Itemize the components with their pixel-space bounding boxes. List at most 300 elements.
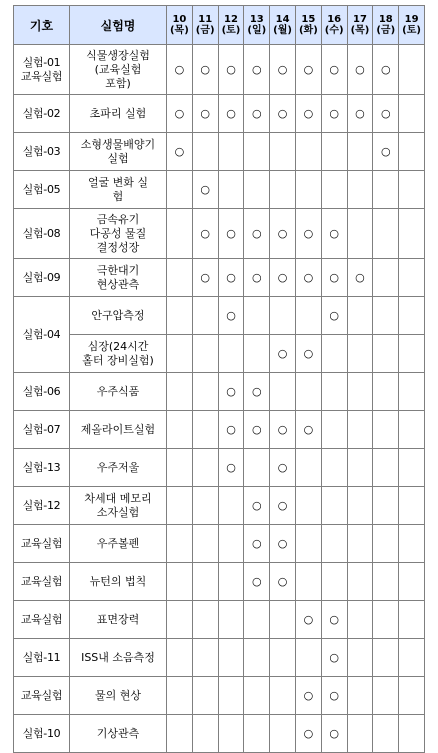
day-cell	[295, 411, 321, 449]
row-code: 실험-05	[14, 171, 70, 209]
day-cell	[295, 373, 321, 411]
header-day-17	[347, 6, 373, 45]
day-cell	[244, 373, 270, 411]
row-code: 교육실험	[14, 563, 70, 601]
day-cell	[244, 45, 270, 95]
header-day-10	[167, 6, 193, 45]
scheduled-mark: ○	[380, 145, 391, 158]
day-cell	[295, 297, 321, 335]
header-row	[14, 6, 425, 45]
day-cell	[192, 95, 218, 133]
scheduled-mark: ○	[174, 107, 185, 120]
scheduled-mark: ○	[355, 63, 365, 76]
day-cell	[321, 677, 347, 715]
day-cell	[167, 601, 193, 639]
table-row	[14, 171, 425, 209]
day-cell	[244, 525, 270, 563]
header-day-number: 13	[249, 14, 264, 25]
row-experiment-name: 제올라이트실험	[70, 411, 167, 449]
scheduled-mark: ○	[251, 227, 262, 240]
day-cell	[244, 335, 270, 373]
scheduled-mark: ○	[174, 145, 185, 158]
day-cell	[347, 601, 373, 639]
row-experiment-name: 기상관측	[70, 715, 167, 753]
day-cell	[270, 449, 296, 487]
row-experiment-name: 우주식품	[70, 373, 167, 411]
day-cell	[399, 411, 425, 449]
table-row	[14, 639, 425, 677]
day-cell	[373, 487, 399, 525]
day-cell	[192, 563, 218, 601]
scheduled-mark: ○	[380, 107, 391, 120]
header-day-weekday: (목)	[350, 25, 370, 36]
day-cell	[218, 297, 244, 335]
scheduled-mark: ○	[329, 227, 339, 240]
day-cell	[373, 677, 399, 715]
day-cell	[373, 171, 399, 209]
day-cell	[347, 259, 373, 297]
day-cell	[399, 525, 425, 563]
day-cell	[347, 563, 373, 601]
day-cell	[270, 171, 296, 209]
day-cell	[270, 45, 296, 95]
day-cell	[373, 259, 399, 297]
day-cell	[192, 297, 218, 335]
day-cell	[373, 601, 399, 639]
day-cell	[295, 525, 321, 563]
day-cell	[321, 95, 347, 133]
row-code: 실험-04	[14, 297, 70, 373]
day-cell	[295, 45, 321, 95]
scheduled-mark: ○	[200, 107, 210, 120]
scheduled-mark: ○	[303, 423, 314, 436]
day-cell	[373, 45, 399, 95]
day-cell	[399, 133, 425, 171]
day-cell	[167, 171, 193, 209]
table-row	[14, 563, 425, 601]
day-cell	[192, 449, 218, 487]
table-row	[14, 45, 425, 95]
row-code: 실험-01 교육실험	[14, 45, 70, 95]
day-cell	[270, 335, 296, 373]
scheduled-mark: ○	[355, 271, 365, 284]
table-row	[14, 525, 425, 563]
day-cell	[244, 209, 270, 259]
day-cell	[399, 677, 425, 715]
day-cell	[347, 639, 373, 677]
day-cell	[399, 259, 425, 297]
day-cell	[347, 209, 373, 259]
row-code: 실험-08	[14, 209, 70, 259]
row-code: 실험-02	[14, 95, 70, 133]
day-cell	[218, 677, 244, 715]
scheduled-mark: ○	[277, 347, 288, 360]
day-cell	[192, 715, 218, 753]
day-cell	[244, 95, 270, 133]
scheduled-mark: ○	[226, 271, 236, 284]
day-cell	[167, 335, 193, 373]
day-cell	[321, 639, 347, 677]
day-cell	[321, 373, 347, 411]
day-cell	[373, 449, 399, 487]
day-cell	[347, 487, 373, 525]
day-cell	[321, 45, 347, 95]
row-experiment-name: ISS내 소음측정	[70, 639, 167, 677]
day-cell	[399, 601, 425, 639]
scheduled-mark: ○	[277, 499, 288, 512]
day-cell	[244, 563, 270, 601]
day-cell	[218, 449, 244, 487]
day-cell	[373, 133, 399, 171]
day-cell	[373, 411, 399, 449]
day-cell	[295, 563, 321, 601]
row-experiment-name: 안구압측정	[70, 297, 167, 335]
header-day-number: 15	[301, 14, 316, 25]
day-cell	[295, 715, 321, 753]
row-experiment-name: 뉴턴의 법칙	[70, 563, 167, 601]
day-cell	[218, 715, 244, 753]
scheduled-mark: ○	[277, 63, 288, 76]
header-code: 기호	[14, 6, 70, 45]
day-cell	[218, 487, 244, 525]
row-code: 실험-11	[14, 639, 70, 677]
day-cell	[347, 525, 373, 563]
day-cell	[167, 95, 193, 133]
row-experiment-name: 식물생장실험 (교육실험 포함)	[70, 45, 167, 95]
day-cell	[244, 171, 270, 209]
day-cell	[270, 487, 296, 525]
day-cell	[295, 677, 321, 715]
table-header	[14, 6, 425, 45]
scheduled-mark: ○	[329, 727, 339, 740]
day-cell	[270, 133, 296, 171]
day-cell	[218, 563, 244, 601]
day-cell	[373, 715, 399, 753]
day-cell	[321, 171, 347, 209]
day-cell	[347, 677, 373, 715]
day-cell	[167, 209, 193, 259]
table-row	[14, 259, 425, 297]
day-cell	[192, 209, 218, 259]
header-day-weekday: (일)	[247, 25, 267, 36]
scheduled-mark: ○	[200, 227, 210, 240]
day-cell	[321, 715, 347, 753]
day-cell	[192, 259, 218, 297]
day-cell	[167, 639, 193, 677]
day-cell	[295, 487, 321, 525]
row-experiment-name: 금속유기 다공성 물질 결정성장	[70, 209, 167, 259]
day-cell	[192, 45, 218, 95]
table-row	[14, 715, 425, 753]
scheduled-mark: ○	[251, 271, 262, 284]
day-cell	[167, 373, 193, 411]
row-code: 실험-06	[14, 373, 70, 411]
day-cell	[270, 373, 296, 411]
day-cell	[399, 373, 425, 411]
day-cell	[244, 715, 270, 753]
header-day-weekday: (금)	[195, 25, 215, 36]
scheduled-mark: ○	[329, 107, 339, 120]
day-cell	[244, 133, 270, 171]
day-cell	[218, 639, 244, 677]
day-cell	[270, 677, 296, 715]
header-day-12	[218, 6, 244, 45]
day-cell	[321, 209, 347, 259]
day-cell	[270, 209, 296, 259]
row-code: 교육실험	[14, 601, 70, 639]
row-code: 실험-09	[14, 259, 70, 297]
scheduled-mark: ○	[174, 63, 185, 76]
day-cell	[192, 677, 218, 715]
scheduled-mark: ○	[380, 63, 391, 76]
day-cell	[347, 335, 373, 373]
row-experiment-name: 우주저울	[70, 449, 167, 487]
day-cell	[244, 677, 270, 715]
day-cell	[295, 639, 321, 677]
scheduled-mark: ○	[251, 537, 262, 550]
day-cell	[295, 209, 321, 259]
scheduled-mark: ○	[200, 271, 210, 284]
day-cell	[347, 133, 373, 171]
day-cell	[399, 209, 425, 259]
day-cell	[167, 563, 193, 601]
day-cell	[321, 487, 347, 525]
scheduled-mark: ○	[251, 385, 262, 398]
scheduled-mark: ○	[329, 651, 339, 664]
scheduled-mark: ○	[277, 423, 288, 436]
day-cell	[218, 601, 244, 639]
day-cell	[192, 171, 218, 209]
scheduled-mark: ○	[200, 63, 210, 76]
day-cell	[399, 297, 425, 335]
scheduled-mark: ○	[226, 461, 236, 474]
header-day-number: 16	[327, 14, 342, 25]
day-cell	[218, 133, 244, 171]
header-day-14	[270, 6, 296, 45]
row-experiment-name: 물의 현상	[70, 677, 167, 715]
day-cell	[295, 335, 321, 373]
scheduled-mark: ○	[226, 309, 236, 322]
scheduled-mark: ○	[277, 271, 288, 284]
scheduled-mark: ○	[226, 107, 236, 120]
scheduled-mark: ○	[303, 271, 314, 284]
row-experiment-name: 심장(24시간 홀터 장비실험)	[70, 335, 167, 373]
day-cell	[270, 411, 296, 449]
day-cell	[218, 45, 244, 95]
scheduled-mark: ○	[277, 537, 288, 550]
day-cell	[347, 449, 373, 487]
header-day-number: 19	[404, 14, 419, 25]
day-cell	[399, 95, 425, 133]
row-code: 실험-12	[14, 487, 70, 525]
day-cell	[399, 563, 425, 601]
day-cell	[270, 259, 296, 297]
row-experiment-name: 표면장력	[70, 601, 167, 639]
row-code: 실험-10	[14, 715, 70, 753]
header-day-number: 12	[224, 14, 238, 25]
header-day-weekday: (토)	[402, 25, 421, 36]
scheduled-mark: ○	[251, 107, 262, 120]
header-day-weekday: (토)	[221, 25, 241, 36]
header-day-18	[373, 6, 399, 45]
day-cell	[192, 133, 218, 171]
day-cell	[347, 411, 373, 449]
header-day-15	[295, 6, 321, 45]
scheduled-mark: ○	[200, 183, 210, 196]
table-row	[14, 297, 425, 335]
day-cell	[192, 601, 218, 639]
scheduled-mark: ○	[303, 227, 314, 240]
day-cell	[321, 525, 347, 563]
scheduled-mark: ○	[329, 309, 339, 322]
day-cell	[321, 259, 347, 297]
day-cell	[399, 487, 425, 525]
day-cell	[399, 45, 425, 95]
day-cell	[373, 525, 399, 563]
header-day-number: 18	[378, 14, 393, 25]
day-cell	[347, 715, 373, 753]
day-cell	[270, 601, 296, 639]
table-row	[14, 209, 425, 259]
day-cell	[373, 209, 399, 259]
day-cell	[218, 525, 244, 563]
header-day-number: 14	[275, 14, 290, 25]
scheduled-mark: ○	[303, 107, 314, 120]
scheduled-mark: ○	[329, 271, 339, 284]
day-cell	[347, 45, 373, 95]
table-row	[14, 335, 425, 373]
scheduled-mark: ○	[277, 461, 288, 474]
day-cell	[321, 411, 347, 449]
day-cell	[295, 133, 321, 171]
row-code: 실험-03	[14, 133, 70, 171]
table-row	[14, 373, 425, 411]
day-cell	[167, 133, 193, 171]
header-day-number: 11	[198, 14, 213, 25]
scheduled-mark: ○	[226, 227, 236, 240]
day-cell	[192, 373, 218, 411]
row-experiment-name: 소형생물배양기 실험	[70, 133, 167, 171]
row-experiment-name: 극한대기 현상관측	[70, 259, 167, 297]
table-row	[14, 411, 425, 449]
scheduled-mark: ○	[329, 689, 339, 702]
day-cell	[270, 563, 296, 601]
scheduled-mark: ○	[277, 227, 288, 240]
header-day-weekday: (수)	[324, 25, 344, 36]
scheduled-mark: ○	[303, 347, 314, 360]
header-day-16	[321, 6, 347, 45]
header-day-weekday: (목)	[169, 25, 189, 36]
day-cell	[218, 209, 244, 259]
day-cell	[321, 449, 347, 487]
day-cell	[244, 259, 270, 297]
day-cell	[244, 297, 270, 335]
table-row	[14, 449, 425, 487]
day-cell	[167, 297, 193, 335]
day-cell	[270, 639, 296, 677]
day-cell	[399, 715, 425, 753]
experiment-schedule-table	[13, 5, 425, 753]
table-row	[14, 601, 425, 639]
day-cell	[295, 449, 321, 487]
row-code: 실험-13	[14, 449, 70, 487]
header-day-11	[192, 6, 218, 45]
day-cell	[399, 171, 425, 209]
day-cell	[167, 525, 193, 563]
day-cell	[321, 563, 347, 601]
scheduled-mark: ○	[226, 423, 236, 436]
row-code: 교육실험	[14, 525, 70, 563]
day-cell	[218, 373, 244, 411]
scheduled-mark: ○	[226, 63, 236, 76]
scheduled-mark: ○	[251, 63, 262, 76]
day-cell	[270, 715, 296, 753]
scheduled-mark: ○	[277, 107, 288, 120]
day-cell	[373, 373, 399, 411]
day-cell	[167, 449, 193, 487]
scheduled-mark: ○	[329, 63, 339, 76]
day-cell	[295, 601, 321, 639]
table-row	[14, 487, 425, 525]
day-cell	[295, 259, 321, 297]
row-code: 실험-07	[14, 411, 70, 449]
table-body	[14, 45, 425, 753]
scheduled-mark: ○	[355, 107, 365, 120]
day-cell	[295, 171, 321, 209]
day-cell	[373, 639, 399, 677]
row-code: 교육실험	[14, 677, 70, 715]
day-cell	[347, 373, 373, 411]
day-cell	[399, 335, 425, 373]
day-cell	[167, 411, 193, 449]
day-cell	[321, 297, 347, 335]
day-cell	[244, 449, 270, 487]
scheduled-mark: ○	[303, 63, 314, 76]
row-experiment-name: 차세대 메모리 소자실험	[70, 487, 167, 525]
header-day-weekday: (월)	[273, 25, 292, 36]
table-row	[14, 677, 425, 715]
day-cell	[347, 297, 373, 335]
row-experiment-name: 얼굴 변화 실 험	[70, 171, 167, 209]
day-cell	[321, 133, 347, 171]
day-cell	[373, 335, 399, 373]
scheduled-mark: ○	[277, 575, 288, 588]
scheduled-mark: ○	[251, 575, 262, 588]
scheduled-mark: ○	[329, 613, 339, 626]
day-cell	[167, 45, 193, 95]
day-cell	[192, 411, 218, 449]
day-cell	[218, 411, 244, 449]
day-cell	[244, 639, 270, 677]
day-cell	[321, 335, 347, 373]
day-cell	[218, 171, 244, 209]
header-day-19	[399, 6, 425, 45]
table-row	[14, 95, 425, 133]
table-row	[14, 133, 425, 171]
day-cell	[167, 715, 193, 753]
day-cell	[167, 259, 193, 297]
day-cell	[218, 335, 244, 373]
day-cell	[347, 95, 373, 133]
day-cell	[192, 525, 218, 563]
day-cell	[373, 563, 399, 601]
day-cell	[244, 487, 270, 525]
day-cell	[244, 411, 270, 449]
day-cell	[270, 297, 296, 335]
day-cell	[192, 335, 218, 373]
day-cell	[167, 677, 193, 715]
header-day-weekday: (화)	[298, 25, 318, 36]
